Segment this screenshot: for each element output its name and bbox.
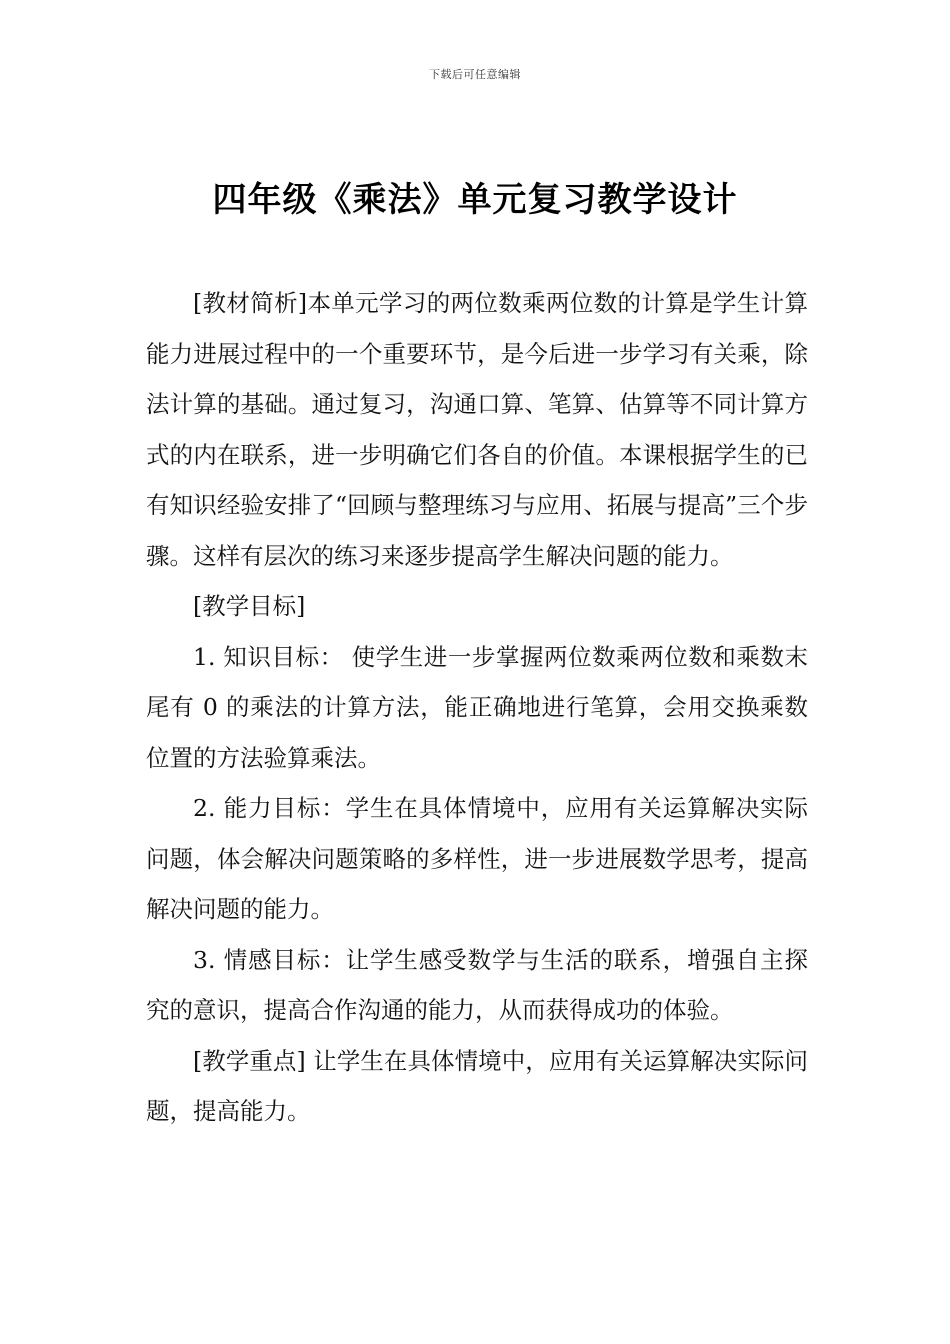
paragraph-textbook-analysis: [教材简析]本单元学习的两位数乘两位数的计算是学生计算能力进展过程中的一个重要环节，是今后进一步学习有关乘，除法计算的基础。通过复习，沟通口算、笔算、估算等不同计算方式的内在联系，进一步明确它们各自的价值。本课根据学生的已有知识经验安排了“回顾与整理练习与应用、拓展与提高”三个步骤。这样有层次的练习来逐步提高学生解决问题的能力。 xyxy=(146,289,808,570)
paragraph-ability-goal: 2. 能力目标：学生在具体情境中，应用有关运算解决实际问题，体会解决问题策略的多样性，进一步进展数学思考，提高解决问题的能力。 xyxy=(146,794,808,923)
document-body xyxy=(146,278,808,1137)
paragraph-teaching-goals-heading: [教学目标] xyxy=(193,592,306,620)
paragraph-teaching-focus: [教学重点] 让学生在具体情境中，应用有关运算解决实际问题，提高能力。 xyxy=(146,1046,808,1125)
document-title: 四年级《乘法》单元复习教学设计 xyxy=(212,180,738,220)
header-note: 下载后可任意编辑 xyxy=(429,68,521,81)
paragraph-knowledge-goal: 1. 知识目标： 使学生进一步掌握两位数乘两位数和乘数末尾有 0 的乘法的计算方法，能正确地进行笔算，会用交换乘数位置的方法验算乘法。 xyxy=(146,642,808,772)
paragraph-emotion-goal: 3. 情感目标：让学生感受数学与生活的联系，增强自主探究的意识，提高合作沟通的能力，从而获得成功的体验。 xyxy=(146,945,808,1024)
